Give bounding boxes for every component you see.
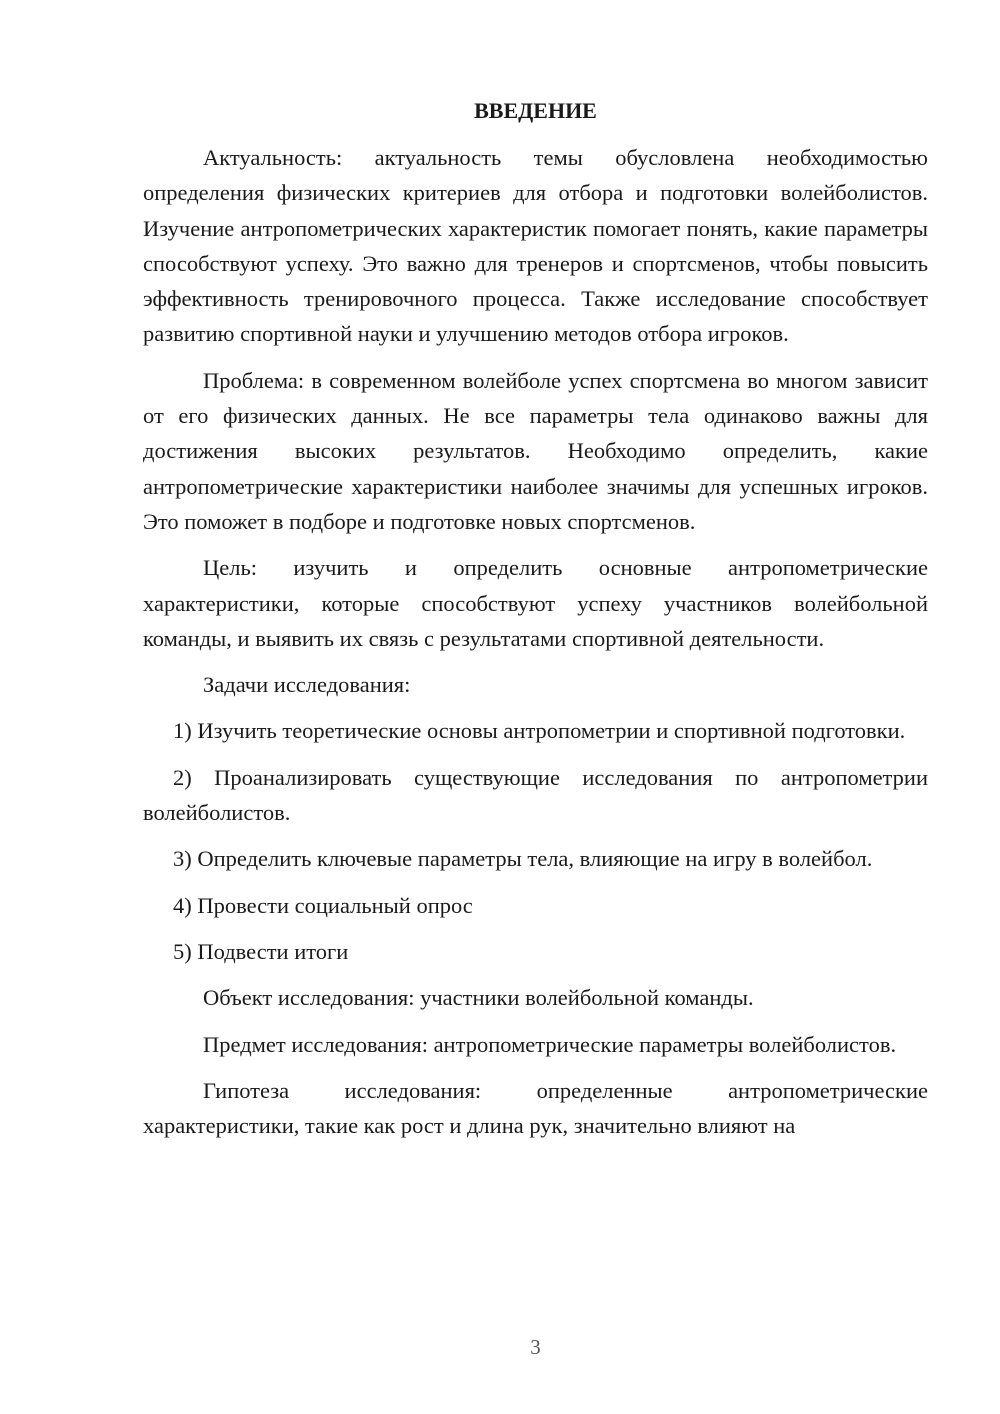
- task-list-item-4: 4) Провести социальный опрос: [173, 892, 473, 918]
- paragraph-tasks-heading: Задачи исследования:: [203, 672, 411, 698]
- paragraph-relevance: Актуальность: актуальность темы обусловлена необходимостью определения физических критериев для отбора и подготовки волейболистов. Изучение антропометрических характеристик помогает понять, какие параметры способствуют успеху. Это важно для тренеров и спортсменов, чтобы повысить эффективность тренировочного процесса. Также исследование способствует развитию спортивной науки и улучшению методов отбора игроков.: [143, 145, 928, 347]
- paragraph-object: Объект исследования: участники волейбольной команды.: [203, 985, 754, 1011]
- paragraph-subject: Предмет исследования: антропометрические параметры волейболистов.: [203, 1031, 897, 1057]
- document-page: [143, 0, 928, 1414]
- paragraph-goal: Цель: изучить и определить основные антропометрические характеристики, которые способствуют успеху участников волейбольной команды, и выявить их связь с результатами спортивной деятельности.: [143, 555, 928, 651]
- task-list-item-3: 3) Определить ключевые параметры тела, влияющие на игру в волейбол.: [173, 846, 873, 872]
- task-list-item-2: 2) Проанализировать существующие исследования по антропометрии волейболистов.: [143, 764, 928, 826]
- paragraph-problem: Проблема: в современном волейболе успех спортсмена во многом зависит от его физических данных. Не все параметры тела одинаково важны для достижения высоких результатов. Необходимо определить, какие антропометрические характеристики наиболее значимы для успешных игроков. Это поможет в подборе и подготовке новых спортсменов.: [143, 367, 928, 534]
- task-list-item-1: 1) Изучить теоретические основы антропометрии и спортивной подготовки.: [173, 718, 906, 744]
- paragraph-hypothesis: Гипотеза исследования: определенные антропометрические характеристики, такие как рост и длина рук, значительно влияют на: [143, 1077, 928, 1139]
- task-list-item-5: 5) Подвести итоги: [173, 938, 349, 964]
- page-number: 3: [530, 1335, 541, 1359]
- section-heading: ВВЕДЕНИЕ: [474, 98, 597, 123]
- document-body: [143, 140, 928, 1154]
